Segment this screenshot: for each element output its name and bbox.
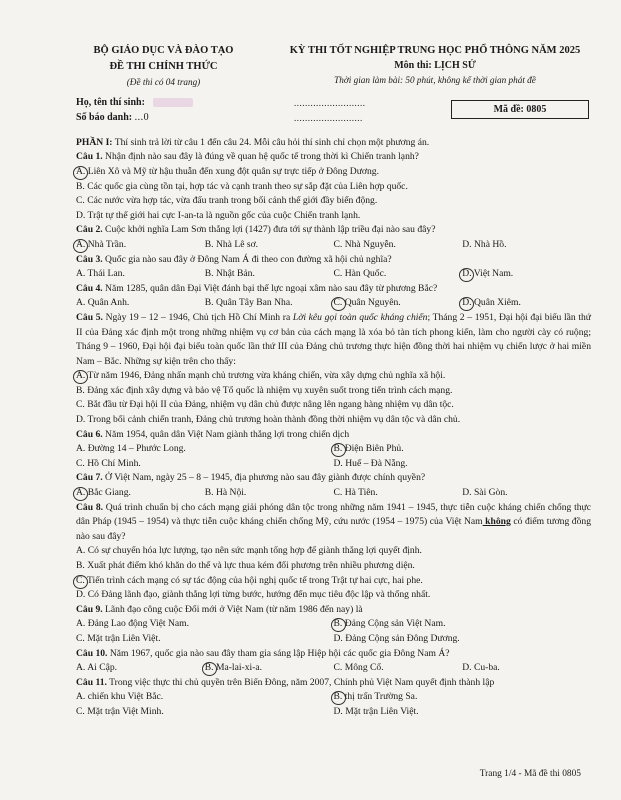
answer-option [334, 632, 592, 647]
circled-answer-mark [331, 618, 346, 632]
answer-option [462, 486, 591, 501]
answer-option [76, 413, 460, 428]
option-row [76, 369, 591, 384]
question-emphasis: không [482, 516, 511, 528]
header-left [76, 44, 251, 90]
option-text: B. Đảng Cộng sản Việt Nam. [333, 618, 446, 630]
question-label: Câu 4. [76, 282, 103, 294]
question-label: Câu 3. [76, 253, 103, 265]
option-text: A. Ai Cập. [76, 662, 118, 674]
question-text: Nhận định nào sau đây là đúng về quan hệ quốc tế trong thời kì Chiến tranh lạnh? [102, 151, 419, 163]
exam-code-box: Mã đề: 0805 [451, 100, 589, 119]
ministry-name: BỘ GIÁO DỤC VÀ ĐÀO TẠO [93, 45, 234, 56]
question-label: Câu 10. [76, 647, 108, 659]
question-text: Năm 1967, quốc gia nào sau đây tham gia sáng lập Hiệp hội các quốc gia Đông Nam Á? [107, 647, 450, 659]
option-text: C. Hà Tiên. [333, 487, 378, 499]
option-row [76, 384, 591, 399]
question-block [76, 471, 591, 500]
answer-option [76, 588, 430, 603]
question-text: Trong việc thực thi chủ quyền trên Biển Đông, năm 2007, Chính phủ Việt Nam quyết định thành lập [106, 676, 495, 688]
option-text: A. Nhà Trần. [76, 238, 127, 250]
question-text: Quá trình chuẩn bị cho cách mạng giải phóng dân tộc trong những năm 1941 – 1945, thực tiễn cuộc kháng chiến chống thực dân Pháp (1945 – 1954) và thực tiễn cuộc kháng chiến chống Mỹ, cứu nước (1954 – 1975) của Việt Nam [76, 501, 591, 528]
question-text: Năm 1954, quân dân Việt Nam giành thắng lợi trong chiến dịch [102, 428, 350, 440]
question-text: có điểm tương đồng nào sau đây? [76, 516, 591, 542]
question-stem [76, 428, 591, 443]
option-row [76, 398, 591, 413]
answer-option [462, 661, 591, 676]
option-text: B. thị trấn Trường Sa. [333, 691, 418, 703]
option-row [76, 238, 591, 253]
answer-option [462, 238, 591, 253]
option-text: B. Quân Tây Ban Nha. [204, 297, 293, 309]
candidate-number-value: ...0 [134, 111, 150, 123]
question-list [76, 150, 591, 719]
answer-option [334, 442, 592, 457]
option-text: A. Đảng Lao động Việt Nam. [76, 618, 190, 630]
question-text: Năm 1285, quân dân Đại Việt đánh bại thế lực ngoại xâm nào sau đây từ phương Bắc? [102, 282, 438, 294]
answer-option [334, 705, 592, 720]
option-text: A. Thái Lan. [76, 268, 125, 280]
option-row [76, 194, 591, 209]
answer-option [334, 690, 592, 705]
answer-option [334, 457, 592, 472]
question-stem [76, 253, 591, 268]
option-text: D. Trong bối cảnh chiến tranh, Đảng chủ trương hoàn thành đồng thời nhiệm vụ dân tộc và dân chủ. [76, 414, 461, 426]
answer-option [76, 574, 423, 589]
option-text: B. Đảng xác định xây dựng và bảo vệ Tổ quốc là nhiệm vụ xuyên suốt trong tiến trình cách mạng. [76, 384, 453, 396]
option-row [76, 544, 591, 559]
option-row [76, 180, 591, 195]
option-row [76, 486, 591, 501]
answer-option [76, 398, 454, 413]
question-block [76, 311, 591, 428]
option-text: A. chiến khu Việt Bắc. [76, 691, 164, 703]
answer-option [76, 180, 408, 195]
option-row [76, 690, 591, 705]
circled-answer-mark [73, 166, 88, 180]
subject-label: Môn thi: LỊCH SỬ [394, 59, 476, 71]
option-row [76, 559, 591, 574]
option-text: C. Bắt đầu từ Đại hội II của Đảng, nhiệm vụ dân chủ được nâng lên ngang hàng nhiệm vụ dân tộc. [76, 399, 454, 411]
answer-option [76, 369, 445, 384]
question-text: ; Tháng 2 – 1951, Đại hội đại biểu lần thứ II của Đảng xác định một trong những nhiệm vụ cơ bản của cách mạng là xóa bỏ tàn tích phong kiến, làm cho người cày có ruộng; Tháng 9 – 1960, Đại hội đại biểu toàn quốc lần thứ III của Đảng chủ trương thực hiện đồng thời hai nhiệm vụ chiến lược ở hai miền Nam – Bắc. Những sự kiện trên cho thấy: [76, 311, 591, 367]
question-text: Lãnh đạo công cuộc Đổi mới ở Việt Nam (từ năm 1986 đến nay) là [102, 603, 363, 615]
redaction-mark [153, 98, 193, 107]
option-text: A. Có sự chuyển hóa lực lượng, tạo nên sức mạnh tổng hợp để giành thắng lợi quyết định. [76, 545, 422, 557]
question-label: Câu 9. [76, 603, 103, 615]
time-note: Thời gian làm bài: 50 phút, không kể thời gian phát đề [334, 75, 536, 86]
question-block [76, 676, 591, 720]
part-instruction [76, 136, 591, 151]
question-text: Quốc gia nào sau đây ở Đông Nam Á đi theo con đường xã hội chủ nghĩa? [102, 253, 392, 265]
page-footer: Trang 1/4 - Mã đề thi 0805 [479, 769, 581, 780]
option-row [76, 209, 591, 224]
option-text: D. Huế – Đà Nẵng. [333, 457, 408, 469]
answer-option [76, 165, 379, 180]
part-title: PHẦN I: [76, 136, 113, 148]
answer-option [76, 209, 360, 224]
answer-option [76, 617, 334, 632]
circled-answer-mark [73, 487, 88, 501]
option-text: A. Liên Xô và Mỹ từ hậu thuẫn đến xung đột quân sự trực tiếp ở Đông Dương. [76, 165, 379, 177]
question-stem [76, 471, 591, 486]
question-label: Câu 11. [76, 676, 107, 688]
exam-title: KỲ THI TỐT NGHIỆP TRUNG HỌC PHỔ THÔNG NĂM 2025 [289, 45, 581, 56]
answer-option [462, 267, 591, 282]
circled-answer-mark [73, 575, 88, 589]
candidate-name-label: Họ, tên thí sinh: [76, 96, 145, 108]
option-row [76, 705, 591, 720]
answer-option [334, 238, 463, 253]
option-text: B. Ma-lai-xi-a. [204, 662, 263, 674]
question-stem [76, 150, 591, 165]
option-text: D. Mặt trận Liên Việt. [333, 705, 419, 717]
option-text: C. Mặt trận Liên Việt. [76, 632, 161, 644]
circled-answer-mark [202, 662, 217, 676]
option-text: D. Sài Gòn. [462, 487, 508, 499]
option-text: A. Đường 14 – Phước Long. [76, 443, 186, 455]
answer-option [76, 457, 334, 472]
option-text: C. Các nước vừa hợp tác, vừa đấu tranh trong bối cảnh thế giới đầy biến động. [76, 195, 378, 207]
answer-option [205, 267, 334, 282]
question-block [76, 428, 591, 472]
question-stem [76, 647, 591, 662]
circled-answer-mark [459, 297, 474, 311]
question-block [76, 603, 591, 647]
option-row [76, 165, 591, 180]
official-exam-label: ĐỀ THI CHÍNH THỨC [109, 60, 218, 72]
option-row [76, 632, 591, 647]
option-row [76, 661, 591, 676]
option-text: C. Tiến trình cách mạng có sự tác động của hội nghị quốc tế trong Trật tự hai cực, hai phe. [76, 574, 423, 586]
answer-option [76, 194, 377, 209]
candidate-name-dots: .......................... [294, 97, 366, 108]
option-text: A. Bắc Giang. [76, 487, 131, 499]
circled-answer-mark [331, 443, 346, 457]
question-block [76, 223, 591, 252]
question-block [76, 150, 591, 223]
option-text: B. Điện Biên Phủ. [333, 443, 404, 455]
answer-option [76, 486, 205, 501]
option-text: A. Quân Anh. [76, 297, 130, 309]
answer-option [205, 661, 334, 676]
option-text: D. Việt Nam. [462, 268, 514, 280]
answer-option [205, 296, 334, 311]
option-text: B. Nhật Bản. [204, 268, 255, 280]
circled-answer-mark [73, 239, 88, 253]
question-stem [76, 282, 591, 297]
option-text: C. Nhà Nguyễn. [333, 238, 396, 250]
answer-option [334, 267, 463, 282]
answer-option [76, 384, 452, 399]
question-block [76, 282, 591, 311]
option-text: D. Cu-ba. [462, 662, 500, 674]
question-text: Cuộc khởi nghĩa Lam Sơn thắng lợi (1427) đưa tới sự thành lập triều đại nào sau đây? [102, 224, 436, 236]
circled-answer-mark [459, 268, 474, 282]
option-text: B. Xuất phát điểm khó khăn do thế và lực thua kém đối phương trên nhiều phương diện. [76, 560, 415, 571]
answer-option [205, 238, 334, 253]
answer-option [76, 705, 334, 720]
question-block [76, 501, 591, 603]
question-text: Lời kêu gọi toàn quốc kháng chiến [292, 311, 428, 323]
answer-option [334, 661, 463, 676]
candidate-info [76, 96, 591, 128]
page-count-note: (Đề thi có 04 trang) [126, 77, 201, 88]
answer-option [76, 559, 415, 574]
answer-option [334, 486, 463, 501]
exam-header [76, 44, 591, 90]
part-text: Thí sinh trả lời từ câu 1 đến câu 24. Mỗi câu hỏi thí sinh chỉ chọn một phương án. [112, 136, 430, 148]
question-label: Câu 8. [76, 501, 104, 513]
option-text: A. Từ năm 1946, Đảng nhấn mạnh chủ trương vừa kháng chiến, vừa xây dựng chủ nghĩa xã hội. [76, 370, 446, 382]
question-stem [76, 603, 591, 618]
circled-answer-mark [331, 691, 346, 705]
question-stem [76, 311, 591, 369]
option-row [76, 296, 591, 311]
option-row [76, 574, 591, 589]
option-text: D. Có Đảng lãnh đạo, giành thắng lợi từng bước, hướng đến mục tiêu độc lập và thống nhất. [76, 589, 431, 601]
option-text: D. Nhà Hồ. [462, 238, 507, 250]
option-text: C. Hồ Chí Minh. [76, 457, 141, 469]
question-text: Ở Việt Nam, ngày 25 – 8 – 1945, địa phương nào sau đây giành được chính quyền? [102, 472, 426, 484]
question-label: Câu 7. [76, 472, 103, 484]
circled-answer-mark [73, 370, 88, 384]
question-stem [76, 501, 591, 545]
question-stem [76, 676, 591, 691]
option-text: D. Đảng Cộng sản Đông Dương. [333, 632, 460, 644]
option-text: C. Mặt trận Việt Minh. [76, 705, 164, 717]
option-text: B. Hà Nội. [204, 487, 247, 499]
answer-option [76, 296, 205, 311]
answer-option [76, 632, 334, 647]
option-row [76, 267, 591, 282]
option-text: D. Trật tự thế giới hai cực I-an-ta là nguồn gốc của cuộc Chiến tranh lạnh. [76, 209, 361, 221]
answer-option [462, 296, 591, 311]
candidate-number-label: Số báo danh: [76, 111, 133, 123]
question-label: Câu 2. [76, 224, 103, 236]
answer-option [76, 544, 422, 559]
option-text: C. Hàn Quốc. [333, 268, 387, 280]
option-row [76, 617, 591, 632]
question-label: Câu 6. [76, 428, 103, 440]
option-row [76, 413, 591, 428]
option-text: B. Các quốc gia cùng tồn tại, hợp tác và cạnh tranh theo sự sắp đặt của Liên hợp quốc. [76, 180, 408, 192]
answer-option [76, 442, 334, 457]
answer-option [76, 690, 334, 705]
question-block [76, 253, 591, 282]
option-text: C. Quân Nguyên. [333, 297, 401, 309]
option-text: D. Quân Xiêm. [462, 297, 521, 309]
candidate-number-dots: ......................... [294, 112, 363, 123]
question-stem [76, 223, 591, 238]
answer-option [76, 661, 205, 676]
option-row [76, 588, 591, 603]
answer-option [205, 486, 334, 501]
option-row [76, 457, 591, 472]
question-label: Câu 1. [76, 151, 103, 163]
option-row [76, 442, 591, 457]
answer-option [334, 617, 592, 632]
answer-option [334, 296, 463, 311]
question-text: Ngày 19 – 12 – 1946, Chủ tịch Hồ Chí Minh ra [102, 311, 293, 323]
option-text: B. Nhà Lê sơ. [204, 238, 259, 250]
answer-option [76, 238, 205, 253]
option-text: C. Mông Cổ. [333, 662, 384, 674]
header-right [285, 44, 585, 90]
question-block [76, 647, 591, 676]
answer-option [76, 267, 205, 282]
circled-answer-mark [331, 297, 346, 311]
question-label: Câu 5. [76, 311, 103, 323]
